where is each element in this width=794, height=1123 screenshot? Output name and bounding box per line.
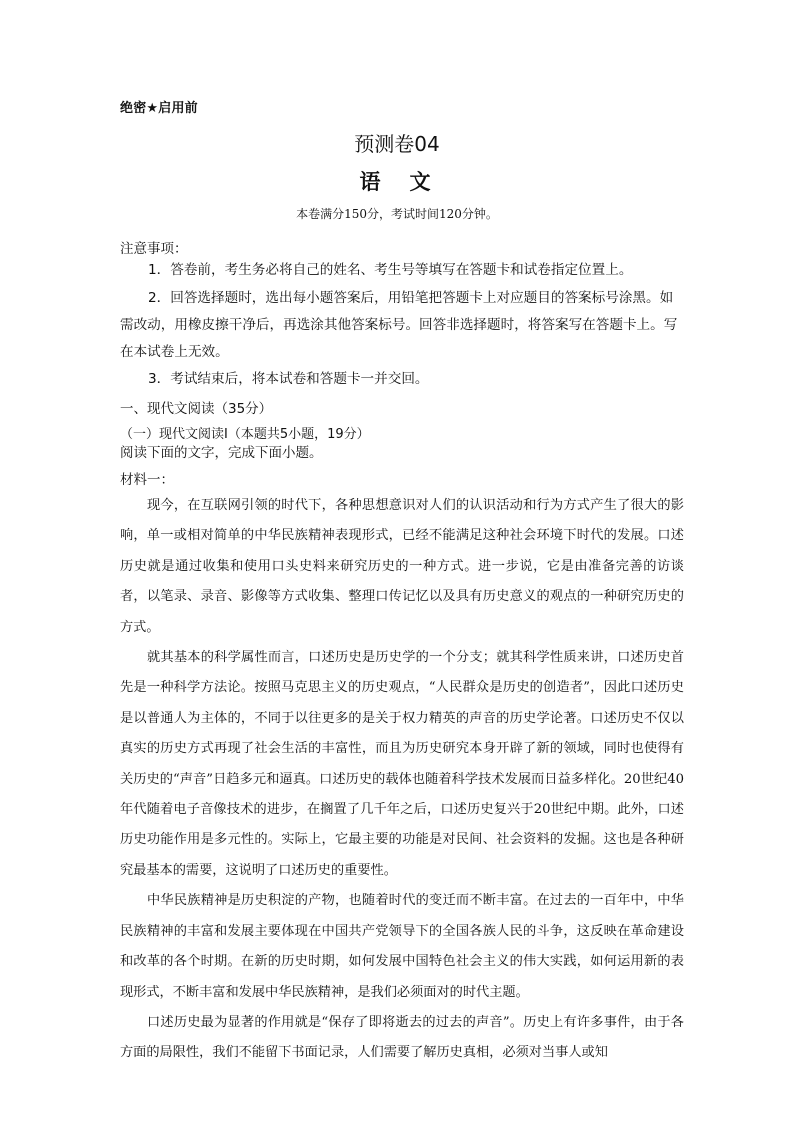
secret-suffix: 启用前 (158, 101, 198, 116)
subject-title: 语 文 (359, 170, 435, 194)
note-item-3: 3．考试结束后，将本试卷和答题卡一并交回。 (148, 371, 429, 387)
passage-paragraph: 就其基本的科学属性而言，口述历史是历史学的一个分支；就其科学性质来讲，口述历史首先是一种科学方法论。按照马克思主义的历史观点，“人民群众是历史的创造者”，因此口述历史是以普通人为主体的，不同于以往更多的是关于权力精英的声音的历史学论著。口述历史不仅以真实的历史方式再现了社会生活的丰富性，而且为历史研究本身开辟了新的领域，同时也使得有关历史的“声音”日趋多元和逼真。口述历史的载体也随着科学技术发展而日益多样化。20世纪40年代随着电子音像技术的进步，在搁置了几千年之后，口述历史复兴于20世纪中期。此外，口述历史功能作用是多元性的。实际上，它最主要的功能是对民间、社会资料的发掘。这也是各种研究最基本的需要，这说明了口述历史的重要性。 (120, 650, 684, 878)
material-label: 材料一： (120, 472, 174, 488)
page-title: 预测卷04 (354, 132, 440, 156)
passage-paragraph: 现今，在互联网引领的时代下，各种思想意识对人们的认识活动和行为方式产生了很大的影响，单一或相对简单的中华民族精神表现形式，已经不能满足这种社会环境下时代的发展。口述历史就是通过收集和使用口头史料来研究历史的一种方式。进一步说，它是由准备完善的访谈者，以笔录、录音、影像等方式收集、整理口传记忆以及具有历史意义的观点的一种研究历史的方式。 (120, 498, 684, 635)
note-item-1: 1．答卷前，考生务必将自己的姓名、考生号等填写在答题卡和试卷指定位置上。 (148, 262, 633, 278)
passage-paragraph: 中华民族精神是历史积淀的产物，也随着时代的变迁而不断丰富。在过去的一百年中，中华民族精神的丰富和发展主要体现在中国共产党领导下的全国各族人民的斗争，这反映在革命建设和改革的各个时期。在新的历史时期，如何发展中国特色社会主义的伟大实践，如何运用新的表现形式，不断丰富和发展中华民族精神，是我们必须面对的时代主题。 (120, 893, 684, 1000)
note-item-2: 2．回答选择题时，选出每小题答案后，用铅笔把答题卡上对应题目的答案标号涂黑。如需改动，用橡皮擦干净后，再选涂其他答案标号。回答非选择题时，将答案写在答题卡上。写在本试卷上无效。 (120, 290, 678, 360)
confidential-label (120, 97, 198, 116)
reading-instruction: 阅读下面的文字，完成下面小题。 (120, 445, 323, 461)
section-heading: 一、现代文阅读（35分） (120, 401, 273, 417)
passage-paragraph: 口述历史最为显著的作用就是“保存了即将逝去的过去的声音”。历史上有许多事件，由于各方面的局限性，我们不能留下书面记录，人们需要了解历史真相，必须对当事人或知 (120, 1014, 684, 1061)
secret-prefix: 绝密 (120, 101, 147, 116)
subsection-heading: （一）现代文阅读Ⅰ（本题共5小题，19分） (120, 427, 370, 442)
reading-passage (120, 491, 684, 1069)
star-icon: ★ (146, 101, 159, 116)
exam-meta: 本卷满分150分，考试时间120分钟。 (296, 207, 498, 221)
notes-heading: 注意事项： (120, 241, 188, 257)
